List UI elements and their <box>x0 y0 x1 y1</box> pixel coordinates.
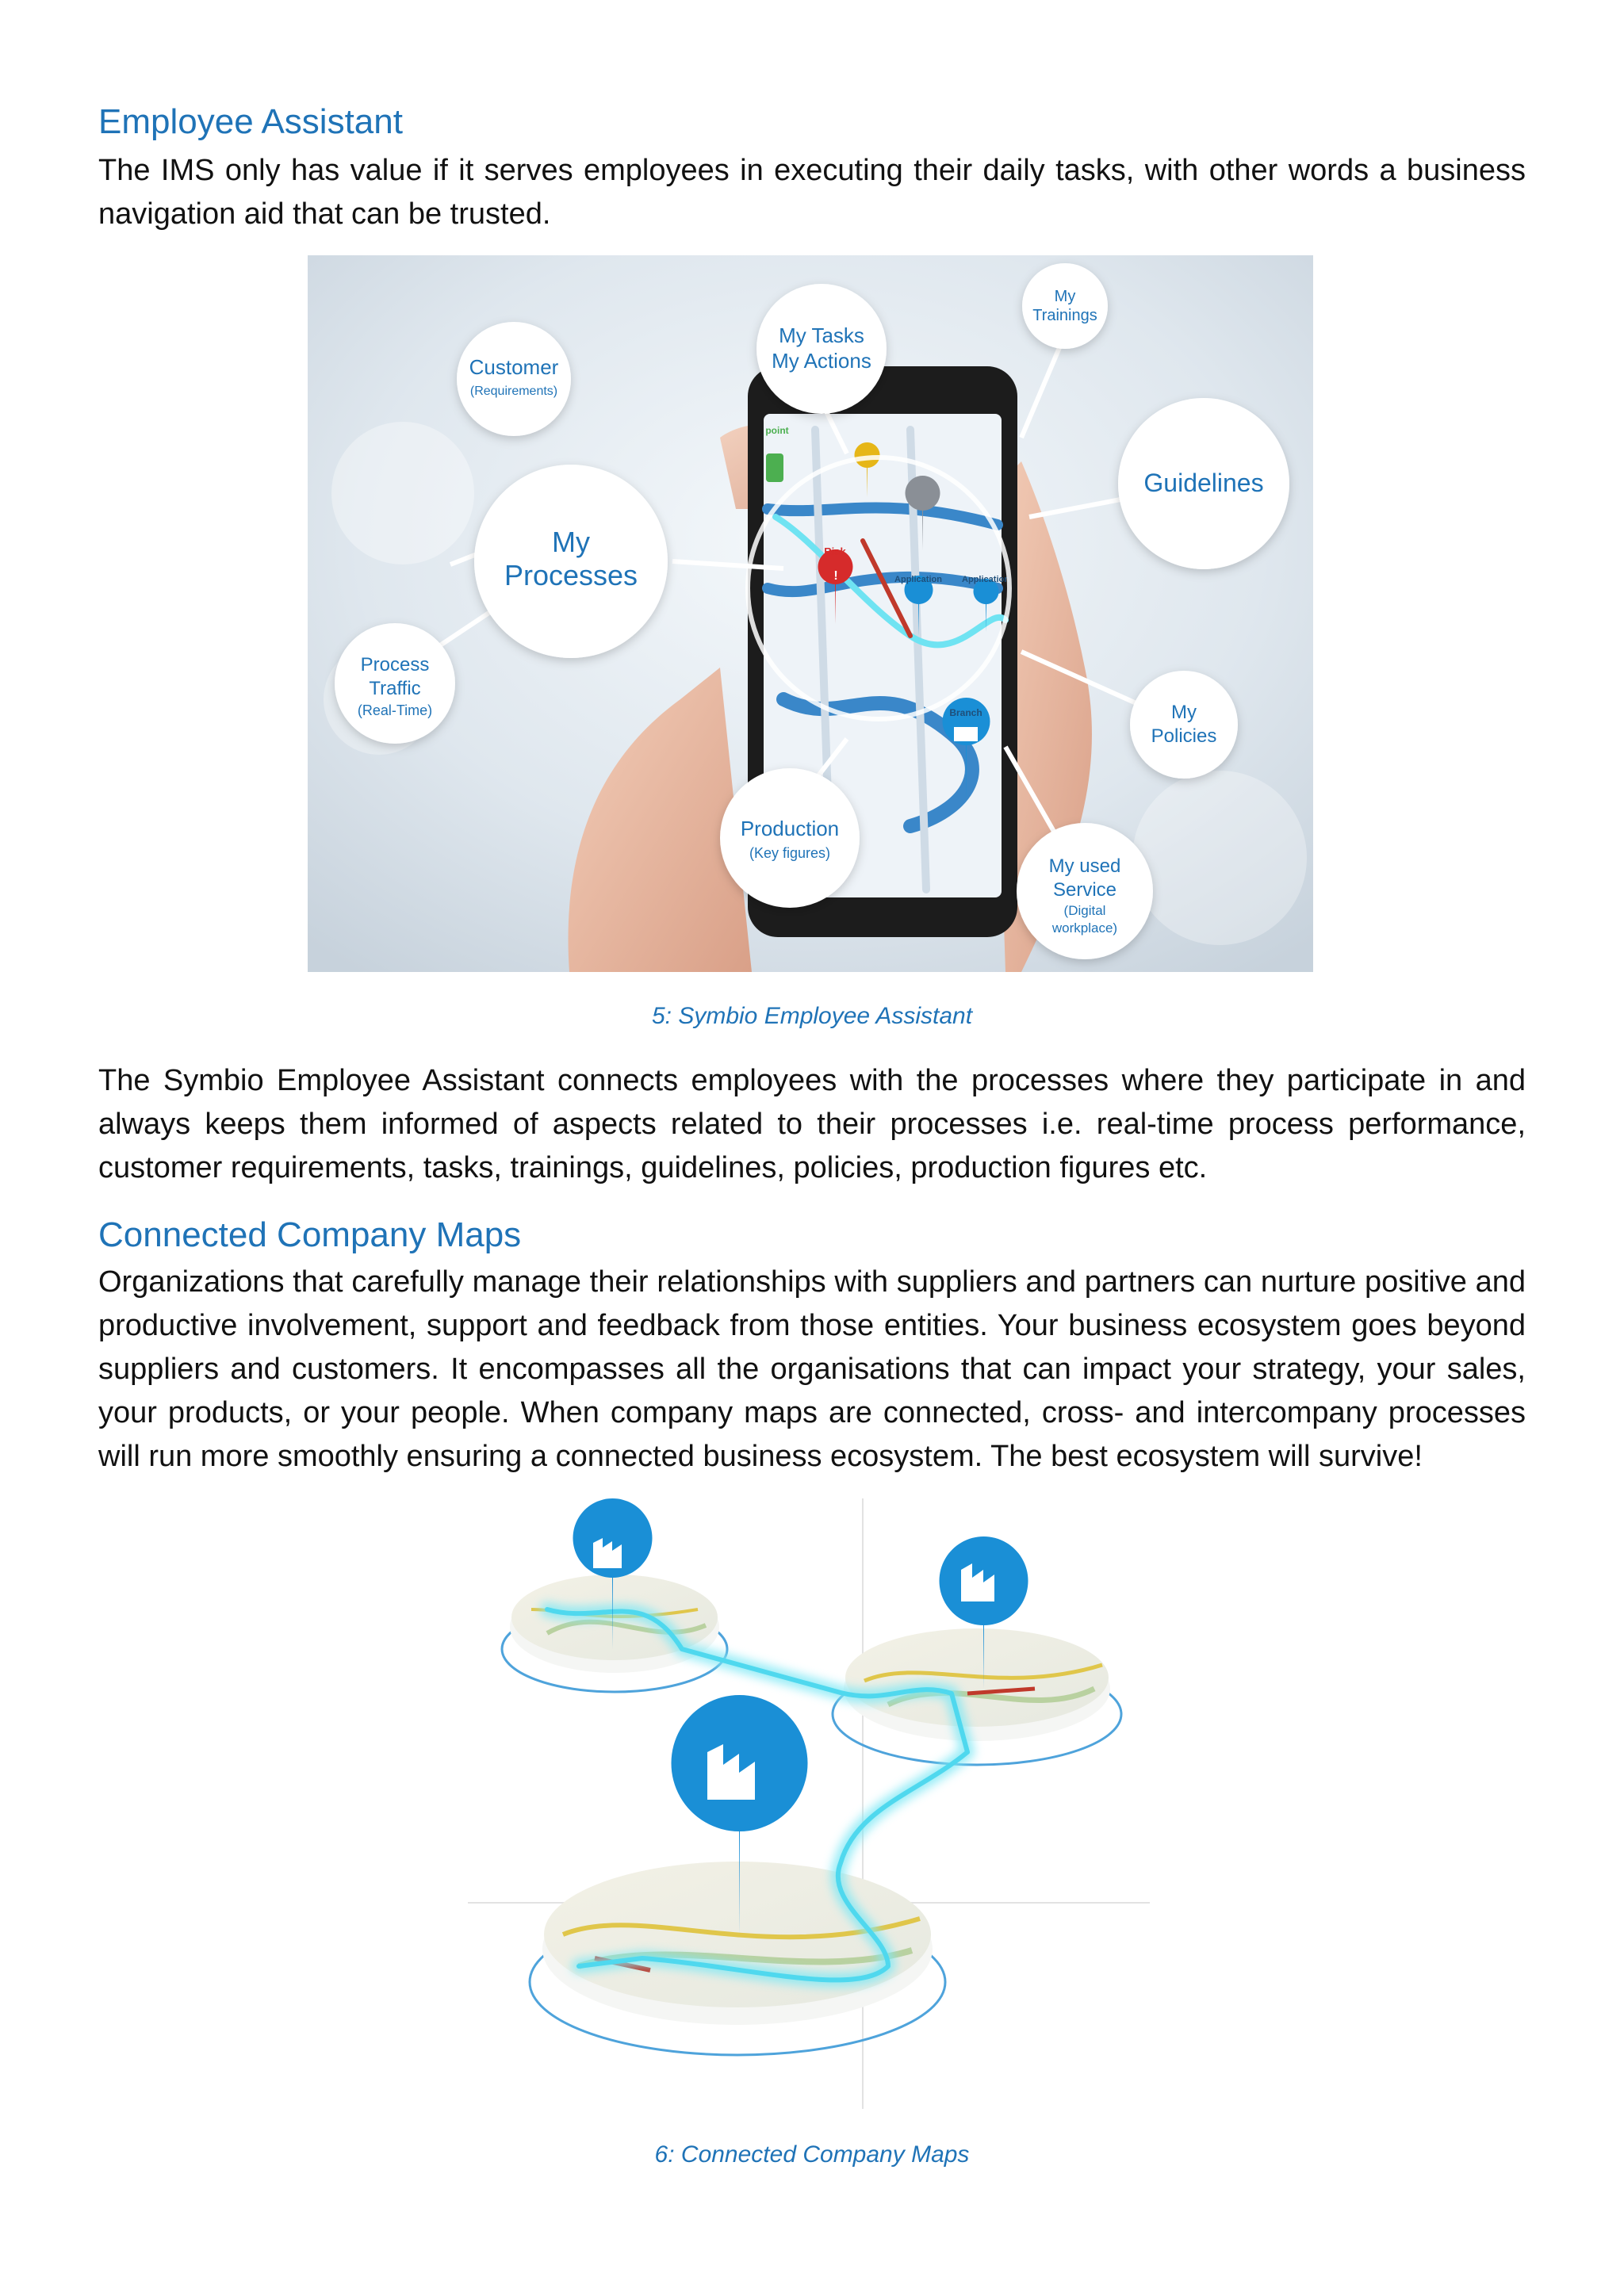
customer-sublabel: (Requirements) <box>469 385 558 398</box>
my-processes-label-1: My <box>552 526 590 558</box>
my-policies-label-1: My <box>1171 702 1197 723</box>
svg-text:Branch: Branch <box>949 707 982 718</box>
bokeh-light <box>331 422 474 564</box>
svg-text:Risk: Risk <box>824 545 846 557</box>
employee-assistant-figure <box>308 255 1313 972</box>
my-processes-label-2: Processes <box>504 559 638 591</box>
figure-caption-connected-company-maps: 6: Connected Company Maps <box>654 2141 970 2168</box>
my-policies-bubble <box>1130 671 1238 779</box>
intro-paragraph-employee-assistant: The IMS only has value if it serves employees in executing their daily tasks, with other words a business navigation aid that can be trusted. <box>98 154 1526 231</box>
guidelines-label: Guidelines <box>1143 469 1264 497</box>
svg-text:Application: Application <box>894 575 942 584</box>
my-tasks-label: My Tasks <box>779 323 864 347</box>
production-label: Production <box>740 817 840 840</box>
process-traffic-label-1: Process <box>360 654 430 675</box>
section-heading-connected-company-maps: Connected Company Maps <box>98 1215 522 1254</box>
my-trainings-label-1: My <box>1054 288 1076 305</box>
section-heading-employee-assistant: Employee Assistant <box>98 102 403 141</box>
my-actions-label: My Actions <box>772 349 871 373</box>
process-traffic-label-2: Traffic <box>369 678 421 699</box>
my-policies-label-2: Policies <box>1151 725 1217 747</box>
employee-assistant-description: The Symbio Employee Assistant connects employees with the processes where they participate in and always keeps them informed of aspects related to their processes i.e. real-time process performance, customer requirements, tasks, trainings, guidelines, policies, production figures etc. <box>98 1064 1526 1184</box>
connected-company-maps-figure <box>444 1490 1174 2125</box>
employee-assistant-illustration <box>308 255 1313 972</box>
bokeh-light <box>1132 771 1307 945</box>
svg-text:!: ! <box>833 569 838 583</box>
my-used-service-label-1: My used <box>1048 855 1121 877</box>
figure-caption-employee-assistant: 5: Symbio Employee Assistant <box>651 1003 973 1029</box>
customer-label: Customer <box>469 355 559 379</box>
customer-bubble <box>457 322 571 436</box>
company-map-disc-1 <box>502 1575 727 1692</box>
process-traffic-sublabel: (Real-Time) <box>357 702 433 718</box>
connected-maps-illustration <box>444 1490 1174 2125</box>
intro-paragraph-connected-company-maps: Organizations that carefully manage their relationships with suppliers and partners can nurture positive and productive involvement, support and feedback from those entities. Your business ecosystem goes beyond suppliers and customers. It encompasses all the organisations that can impact your strategy, your sales, your products, or your people. When company maps are connected, cross- and intercompany processes will run more smoothly ensuring a connected business ecosystem. The best ecosystem will survive! <box>98 1265 1526 1473</box>
my-used-service-sublabel-2: workplace) <box>1051 920 1118 936</box>
svg-text:point: point <box>765 425 789 436</box>
production-sublabel: (Key figures) <box>749 845 831 861</box>
my-used-service-sublabel-1: (Digital <box>1063 903 1106 918</box>
my-trainings-bubble <box>1022 263 1108 349</box>
my-used-service-label-2: Service <box>1052 879 1117 901</box>
my-trainings-label-2: Trainings <box>1032 307 1097 324</box>
svg-text:Application: Application <box>962 575 1009 584</box>
